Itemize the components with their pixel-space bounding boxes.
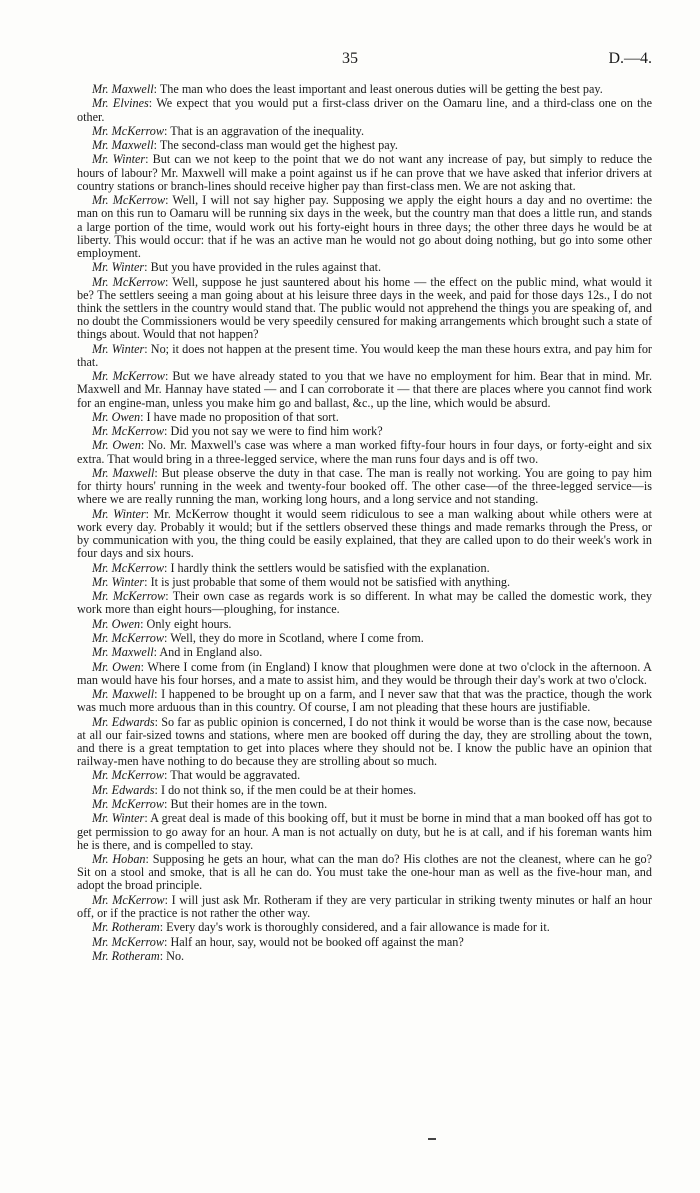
speech-text: Their own case as regards work is so different. In what may be called the domestic work, they work more than eight hours—ploughing, for instance. xyxy=(77,589,652,617)
speech-text: So far as public opinion is concerned, I do not think it would be worse than is the case now, because at all our fair-sized towns and stations, where men are booked off during the day, they are strolling about the town, and there is a great temptation to get into places where they should not be. I know the public have an opinion that railway-men have nothing to do because they are strolling about so much. xyxy=(77,714,652,769)
speaker-name: Mr. Winter xyxy=(92,152,146,167)
speaker-name: Mr. Winter xyxy=(92,574,145,589)
speech-text: Half an hour, say, would not be booked off against the man? xyxy=(170,934,464,949)
speech-text: I do not think so, if the men could be at their homes. xyxy=(160,782,417,797)
transcript-paragraph: Mr. Winter: Mr. McKerrow thought it would seem ridiculous to see a man walking about while others were at work every day. Probably it would; but if the settlers observed these things and made remarks through the Press, or by communication with you, the thing could be easily explained, that they are called upon to do their week's work in four days and six hours. xyxy=(77,506,652,561)
speaker-name: Mr. Maxwell xyxy=(92,82,154,96)
speech-text: Mr. McKerrow thought it would seem ridiculous to see a man walking about while others were at work every day. Probably it would; but if the settlers observed these things and made remarks through the Press, or by communication with you, the thing could be easily explained, that they are called upon to do their week's work in four days and six hours. xyxy=(77,506,652,561)
speech-text: Did you not say we were to find him work? xyxy=(170,424,383,439)
transcript-paragraph: Mr. McKerrow: Half an hour, say, would not be booked off against the man? xyxy=(92,934,464,949)
speech-text: Well, I will not say higher pay. Supposing we apply the eight hours a day and no overtime: the man on this run to Oamaru will be running six days in the week, but the country man that does a little run, and stands a large portion of the time, would work out his forty-eight hours in three days; the other three days he would be at liberty. This would occur: that if he was an active man he would not go about doing nothing, but go into some other employment. xyxy=(77,193,652,260)
speech-text: I will just ask Mr. Rotheram if they are very particular in striking twenty minutes or half an hour off, or if the practice is not rather the other way. xyxy=(77,892,653,920)
transcript-paragraph: Mr. Maxwell: The man who does the least important and least onerous duties will be getting the best pay. xyxy=(92,82,603,96)
transcript-paragraph: Mr. Edwards: I do not think so, if the men could be at their homes. xyxy=(92,782,417,797)
speech-text: That is an aggravation of the inequality. xyxy=(170,123,365,138)
transcript-paragraph: Mr. Maxwell: But please observe the duty in that case. The man is really not working. You are going to pay him for thirty hours' running in the week and twenty-four booked off. The other case—of the three-legged service—is where we are really running the man, working long hours, and a long service and not standing. xyxy=(77,465,653,507)
speech-text: A great deal is made of this booking off, but it must be borne in mind that a man booked off has got to get permission to go away for an hour. A man is not actually on duty, but he is at call, and if his foreman wants him he is there, and is compelled to stay. xyxy=(77,811,652,852)
document-reference: D.—4. xyxy=(608,50,652,67)
speaker-name: Mr. Owen xyxy=(92,616,141,631)
speech-text: Well, they do more in Scotland, where I come from. xyxy=(170,630,424,645)
speaker-name: Mr. Winter xyxy=(92,260,145,275)
speaker-name: Mr. Maxwell xyxy=(92,645,154,660)
transcript-paragraph: Mr. McKerrow: Did you not say we were to find him work? xyxy=(92,424,383,439)
speech-text: Only eight hours. xyxy=(146,616,232,631)
speech-text: That would be aggravated. xyxy=(170,768,301,783)
speaker-name: Mr. Rotheram xyxy=(92,920,160,935)
speech-text: But you have provided in the rules against that. xyxy=(150,260,382,275)
speech-text: Well, suppose he just sauntered about his home — the effect on the public mind, what would it be? The settlers seeing a man going about at his leisure three days in the week, and paid for those days 12s., I do not think the settlers in the country would stand that. The public would not apprehend the things you are speaking of, and no doubt the Commissioners would be very speedily censured for making arrangements which brought such a state of things about. Would that not happen? xyxy=(77,274,652,342)
transcript-paragraph: Mr. Elvines: We expect that you would put a first-class driver on the Oamaru line, and a third-class one on the other. xyxy=(77,96,652,124)
speaker-name: Mr. McKerrow xyxy=(92,589,166,604)
speech-text: It is just probable that some of them would not be satisfied with anything. xyxy=(150,574,511,589)
speaker-name: Mr. Owen xyxy=(92,438,141,453)
speaker-name: Mr. Elvines xyxy=(92,96,149,111)
speech-text: But their homes are in the town. xyxy=(170,797,328,811)
transcript-paragraph: Mr. Winter: But you have provided in the rules against that. xyxy=(92,260,382,275)
transcript-paragraph: Mr. Rotheram: No. xyxy=(92,948,185,963)
speaker-name: Mr. Winter xyxy=(92,506,146,521)
speech-text: Where I come from (in England) I know that ploughmen were done at two o'clock in the afternoon. A man would have his four horses, and a mate to assist him, and they would be through their day's work at two o'clock. xyxy=(77,659,652,687)
transcript-paragraph: Mr. Rotheram: Every day's work is thoroughly considered, and a fair allowance is made for it. xyxy=(92,920,550,935)
speaker-name: Mr. McKerrow xyxy=(92,630,164,645)
transcript-paragraph: Mr. Edwards: So far as public opinion is concerned, I do not think it would be worse than is the case now, because at all our fair-sized towns and stations, where men are booked off during the day, they are strolling about the town, and there is a great temptation to get into places where they should not be. I know the public have an opinion that railway-men have nothing to do because they are strolling about so much. xyxy=(77,714,652,769)
transcript-paragraph: Mr. McKerrow: Well, I will not say higher pay. Supposing we apply the eight hours a day and no overtime: the man on this run to Oamaru will be running six days in the week, but the country man that does a little run, and stands a large portion of the time, would work out his forty-eight hours in three days; the other three days he would be at liberty. This would occur: that if he was an active man he would not go about doing nothing, but go into some other employment. xyxy=(77,193,652,260)
speaker-name: Mr. Hoban xyxy=(92,852,146,866)
speaker-name: Mr. McKerrow xyxy=(92,560,164,575)
speech-text: Supposing he gets an hour, what can the man do? His clothes are not the cleanest, where can he go? Sit on a stool and smoke, that is all he can do. You must take the one-hour man as well as the five-hour man, and adopt the broad principle. xyxy=(77,852,652,893)
speaker-name: Mr. Owen xyxy=(92,409,141,424)
speaker-name: Mr. McKerrow xyxy=(92,274,166,289)
transcript-paragraph: Mr. Winter: It is just probable that some of them would not be satisfied with anything. xyxy=(92,574,511,589)
ink-mark xyxy=(428,1138,436,1140)
speaker-name: Mr. Maxwell xyxy=(92,465,155,480)
speech-text: But we have already stated to you that we have no employment for him. Bear that in mind. Mr. Maxwell and Mr. Hannay have stated — and I can corroborate it — that there are places where you cannot find work for an engine-man, unless you make him go and ballast, &c., up the line, which would be absurd. xyxy=(77,369,652,410)
speaker-name: Mr. Winter xyxy=(92,341,145,356)
speech-text: Every day's work is thoroughly considered, and a fair allowance is made for it. xyxy=(166,920,550,935)
speech-text: And in England also. xyxy=(159,645,263,660)
speech-text: I hardly think the settlers would be satisfied with the explanation. xyxy=(170,560,490,575)
transcript-paragraph: Mr. McKerrow: I will just ask Mr. Rotheram if they are very particular in striking twenty minutes or half an hour off, or if the practice is not rather the other way. xyxy=(77,892,653,920)
speech-text: No; it does not happen at the present time. You would keep the man these hours extra, and pay him for that. xyxy=(77,341,652,369)
transcript-paragraph: Mr. Maxwell: And in England also. xyxy=(92,645,263,660)
speech-text: But please observe the duty in that case. The man is really not working. You are going to pay him for thirty hours' running in the week and twenty-four booked off. The other case—of the three-legged service—is where we are really running the man, working long hours, and a long service and not standing. xyxy=(77,465,653,507)
speaker-name: Mr. Owen xyxy=(92,659,141,674)
transcript-paragraph: Mr. McKerrow: But their homes are in the town. xyxy=(92,797,328,811)
speaker-name: Mr. Edwards xyxy=(92,782,155,797)
page-header xyxy=(0,50,700,72)
speaker-name: Mr. McKerrow xyxy=(92,892,165,907)
transcript-paragraph: Mr. Winter: But can we not keep to the point that we do not want any increase of pay, but simply to reduce the hours of labour? Mr. Maxwell will make a point against us if he can prove that we have asked that inferior drivers at country stations or branch-lines should receive higher pay than first-class men. We are not asking that. xyxy=(77,152,653,193)
speaker-name: Mr. McKerrow xyxy=(92,768,164,783)
speaker-name: Mr. Rotheram xyxy=(92,948,160,963)
transcript-paragraph: Mr. McKerrow: That is an aggravation of the inequality. xyxy=(92,123,365,138)
transcript-paragraph: Mr. McKerrow: Their own case as regards work is so different. In what may be called the domestic work, they work more than eight hours—ploughing, for instance. xyxy=(77,589,652,617)
speaker-name: Mr. McKerrow xyxy=(92,797,164,811)
speech-text: No. xyxy=(166,948,185,963)
transcript-paragraph: Mr. McKerrow: That would be aggravated. xyxy=(92,768,301,783)
speaker-name: Mr. McKerrow xyxy=(92,934,164,949)
speaker-name: Mr. McKerrow xyxy=(92,123,164,138)
transcript-paragraph: Mr. Owen: Only eight hours. xyxy=(92,616,232,631)
transcript-paragraph: Mr. Maxwell: The second-class man would get the highest pay. xyxy=(92,138,398,153)
speaker-name: Mr. Winter xyxy=(92,811,145,826)
transcript-paragraph: Mr. Owen: I have made no proposition of that sort. xyxy=(92,409,339,424)
transcript-paragraph: Mr. McKerrow: Well, suppose he just sauntered about his home — the effect on the public mind, what would it be? The settlers seeing a man going about at his leisure three days in the week, and paid for those days 12s., I do not think the settlers in the country would stand that. The public would not apprehend the things you are speaking of, and no doubt the Commissioners would be very speedily censured for making arrangements which brought such a state of things about. Would that not happen? xyxy=(77,274,652,342)
speaker-name: Mr. Maxwell xyxy=(92,138,154,153)
speaker-name: Mr. Edwards xyxy=(92,714,155,729)
transcript-paragraph: Mr. Owen: No. Mr. Maxwell's case was where a man worked fifty-four hours in four days, or forty-eight and six extra. That would bring in a three-legged service, where the man runs four days and is off two. xyxy=(77,438,652,466)
speaker-name: Mr. Maxwell xyxy=(92,687,155,701)
speech-text: I happened to be brought up on a farm, and I never saw that that was the practice, though the work was much more arduous than in this country. Of course, I am not pleading that these hours are justifiable. xyxy=(77,687,652,715)
transcript-paragraph: Mr. McKerrow: But we have already stated to you that we have no employment for him. Bear that in mind. Mr. Maxwell and Mr. Hannay have stated — and I can corroborate it — that there are places where you cannot find work for an engine-man, unless you make him go and ballast, &c., up the line, which would be absurd. xyxy=(77,369,652,410)
speaker-name: Mr. McKerrow xyxy=(92,193,166,208)
speaker-name: Mr. McKerrow xyxy=(92,424,164,439)
transcript-body xyxy=(77,83,652,964)
speech-text: The second-class man would get the highest pay. xyxy=(159,138,398,153)
transcript-paragraph: Mr. Owen: Where I come from (in England) I know that ploughmen were done at two o'clock in the afternoon. A man would have his four horses, and a mate to assist him, and they would be through their day's work at two o'clock. xyxy=(77,659,652,687)
speech-text: But can we not keep to the point that we do not want any increase of pay, but simply to reduce the hours of labour? Mr. Maxwell will make a point against us if he can prove that we have asked that inferior drivers at country stations or branch-lines should receive higher pay than first-class men. We are not asking that. xyxy=(77,152,653,193)
transcript-paragraph: Mr. McKerrow: I hardly think the settlers would be satisfied with the explanation. xyxy=(92,560,490,575)
transcript-paragraph: Mr. Winter: A great deal is made of this booking off, but it must be borne in mind that a man booked off has got to get permission to go away for an hour. A man is not actually on duty, but he is at call, and if his foreman wants him he is there, and is compelled to stay. xyxy=(77,811,652,852)
speaker-name: Mr. McKerrow xyxy=(92,369,165,384)
speech-text: The man who does the least important and least onerous duties will be getting the best pay. xyxy=(159,82,603,96)
transcript-paragraph: Mr. Maxwell: I happened to be brought up on a farm, and I never saw that that was the practice, though the work was much more arduous than in this country. Of course, I am not pleading that these hours are justifiable. xyxy=(77,687,652,715)
speech-text: We expect that you would put a first-class driver on the Oamaru line, and a third-class one on the other. xyxy=(77,96,652,124)
page-number: 35 xyxy=(342,50,358,67)
speech-text: I have made no proposition of that sort. xyxy=(146,409,339,424)
transcript-paragraph: Mr. McKerrow: Well, they do more in Scotland, where I come from. xyxy=(92,630,424,645)
transcript-paragraph: Mr. Hoban: Supposing he gets an hour, what can the man do? His clothes are not the cleanest, where can he go? Sit on a stool and smoke, that is all he can do. You must take the one-hour man as well as the five-hour man, and adopt the broad principle. xyxy=(77,852,652,893)
transcript-paragraph: Mr. Winter: No; it does not happen at the present time. You would keep the man these hours extra, and pay him for that. xyxy=(77,341,652,369)
speech-text: No. Mr. Maxwell's case was where a man worked fifty-four hours in four days, or forty-eight and six extra. That would bring in a three-legged service, where the man runs four days and is off two. xyxy=(77,438,652,466)
